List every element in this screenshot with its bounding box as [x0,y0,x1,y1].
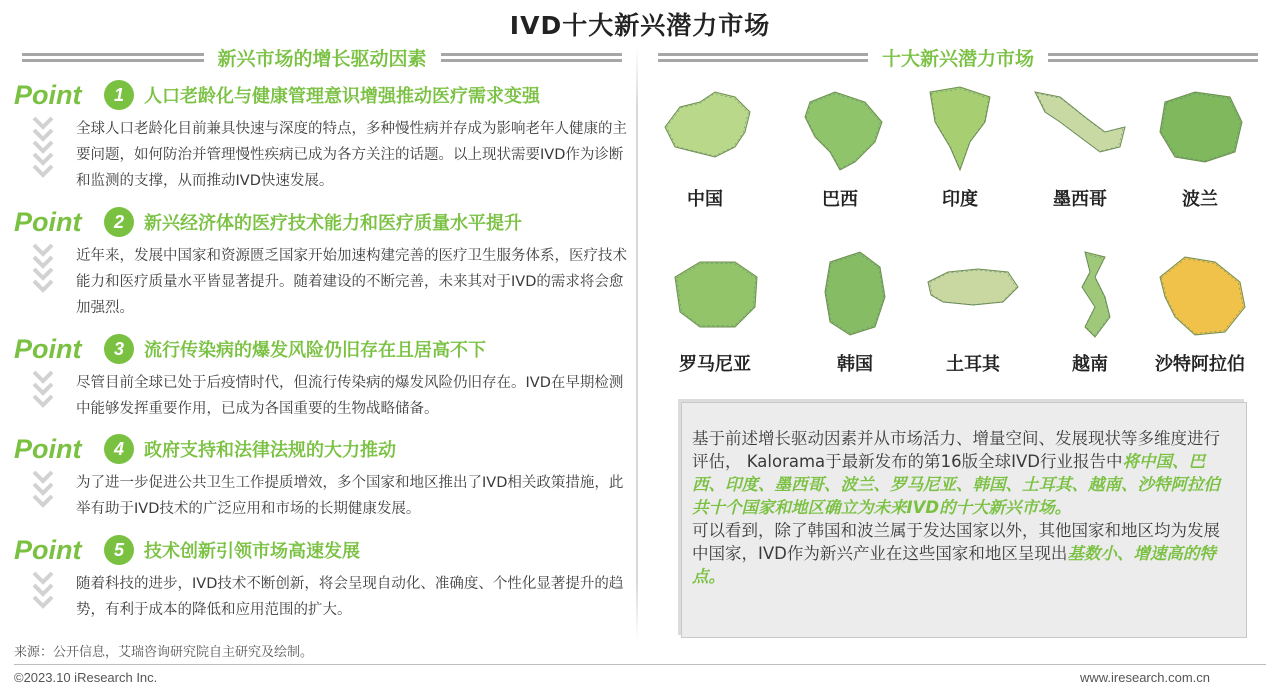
summary-highlight-2: 基数小、增速高的特点。 [692,544,1216,586]
country-map-image [1150,247,1250,342]
country-map-image [790,82,890,177]
point-number-badge: 4 [104,434,134,464]
point-description: 随着科技的进步，IVD技术不断创新，将会呈现自动化、准确度、个性化显著提升的趋势，有利于成本的降低和应用范围的扩大。 [76,576,624,618]
heading-rule-left [22,53,204,62]
country-label: 罗马尼亚 [679,354,751,375]
footer-divider [14,664,1266,665]
point-title: 人口老龄化与健康管理意识增强推动医疗需求变强 [144,86,540,107]
country-map-image [1040,247,1140,342]
point-label: Point [14,79,82,110]
summary-text-1: 基于前述增长驱动因素并从市场活力、增量空间、发展现状等多维度进行评估， Kalorama于最新发布的第16版全球IVD行业报告中 [692,429,1220,471]
point-header [14,432,634,466]
chevron-column [14,116,76,194]
country-map-image [1150,82,1250,177]
point-label: Point [14,333,82,364]
point-number-badge: 1 [104,80,134,110]
point-label: Point [14,534,82,565]
heading-rule-right [1048,53,1258,62]
website-link[interactable]: www.iresearch.com.cn [1079,670,1210,685]
country-map-item [1145,247,1255,376]
chevron-column [14,470,76,522]
chevron-down-icon [32,279,54,293]
point-header [14,332,634,366]
point-title: 政府支持和法律法规的大力推动 [144,440,396,461]
point-body [14,116,634,194]
point-item [14,533,634,623]
country-map-image [805,247,905,342]
chevron-down-icon [32,494,54,508]
chevron-column [14,571,76,623]
point-header [14,533,634,567]
country-map-image [1030,82,1130,177]
point-description: 近年来，发展中国家和资源匮乏国家开始加速构建完善的医疗卫生服务体系，医疗技术能力和医疗质量水平皆显著提升。随着建设的不断完善，未来其对于IVD的需求将会愈加强烈。 [76,248,627,316]
chevron-column [14,370,76,422]
copyright-text: ©2023.10 iResearch Inc. [14,670,158,685]
right-heading-text: 十大新兴潜力市场 [882,47,1035,70]
country-map-item [918,247,1028,376]
point-item [14,332,634,422]
summary-highlight-1: 将中国、巴西、印度、墨西哥、波兰、罗马尼亚、韩国、土耳其、越南、沙特阿拉伯共十个国家和地区确立为未来IVD的十大新兴市场。 [692,452,1220,517]
summary-box [681,402,1247,638]
country-map-image [923,247,1023,342]
chevron-down-icon [32,595,54,609]
country-map-item [1025,82,1135,211]
country-map-item [800,247,910,376]
country-label: 波兰 [1182,189,1218,210]
country-map-image [910,82,1010,177]
summary-text-2: 可以看到，除了韩国和波兰属于发达国家以外，其他国家和地区均为发展中国家，IVD作为新兴产业在这些国家和地区呈现出 [692,521,1220,563]
point-label: Point [14,206,82,237]
country-label: 墨西哥 [1053,189,1107,210]
point-title: 技术创新引领市场高速发展 [144,541,360,562]
point-label: Point [14,433,82,464]
point-description: 为了进一步促进公共卫生工作提质增效，多个国家和地区推出了IVD相关政策措施，此举有助于IVD技术的广泛应用和市场的长期健康发展。 [76,475,624,517]
point-number-badge: 5 [104,535,134,565]
column-divider [636,48,638,640]
country-map-item [660,247,770,376]
country-label: 韩国 [837,354,873,375]
country-label: 沙特阿拉伯 [1155,354,1245,375]
point-title: 新兴经济体的医疗技术能力和医疗质量水平提升 [144,213,522,234]
page-title: IVD十大新兴潜力市场 [509,11,771,40]
point-description: 全球人口老龄化目前兼具快速与深度的特点，多种慢性病并存成为影响老年人健康的主要问题，如何防治并管理慢性疾病已成为各方关注的话题。以上现状需要IVD作为诊断和监测的支撑，从而推动IVD快速发展。 [76,121,627,189]
country-map-image [665,247,765,342]
point-item [14,205,634,321]
heading-rule-left [658,53,868,62]
point-item [14,432,634,522]
heading-rule-right [441,53,623,62]
country-map-item [1145,82,1255,211]
left-heading-text: 新兴市场的增长驱动因素 [217,47,427,70]
country-map-image [655,82,755,177]
point-body [14,370,634,422]
source-note: 来源：公开信息，艾瑞咨询研究院自主研究及绘制。 [14,645,314,660]
point-body [14,571,634,623]
point-number-badge: 2 [104,207,134,237]
point-title: 流行传染病的爆发风险仍旧存在且居高不下 [144,340,486,361]
country-label: 土耳其 [946,354,1000,375]
country-label: 印度 [942,189,978,210]
point-description: 尽管目前全球已处于后疫情时代，但流行传染病的爆发风险仍旧存在。IVD在早期检测中能够发挥重要作用，已成为各国重要的生物战略储备。 [76,375,624,417]
country-map-item [785,82,895,211]
point-item [14,78,634,194]
left-section-heading [22,44,622,70]
country-label: 巴西 [822,189,858,210]
chevron-down-icon [32,394,54,408]
point-body [14,243,634,321]
right-section-heading [658,44,1258,70]
point-header [14,78,634,112]
country-map-item [1035,247,1145,376]
country-map-item [905,82,1015,211]
point-number-badge: 3 [104,334,134,364]
point-body [14,470,634,522]
chevron-down-icon [32,164,54,178]
country-label: 中国 [687,189,723,210]
country-label: 越南 [1072,354,1108,375]
chevron-column [14,243,76,321]
point-header [14,205,634,239]
country-map-item [650,82,760,211]
